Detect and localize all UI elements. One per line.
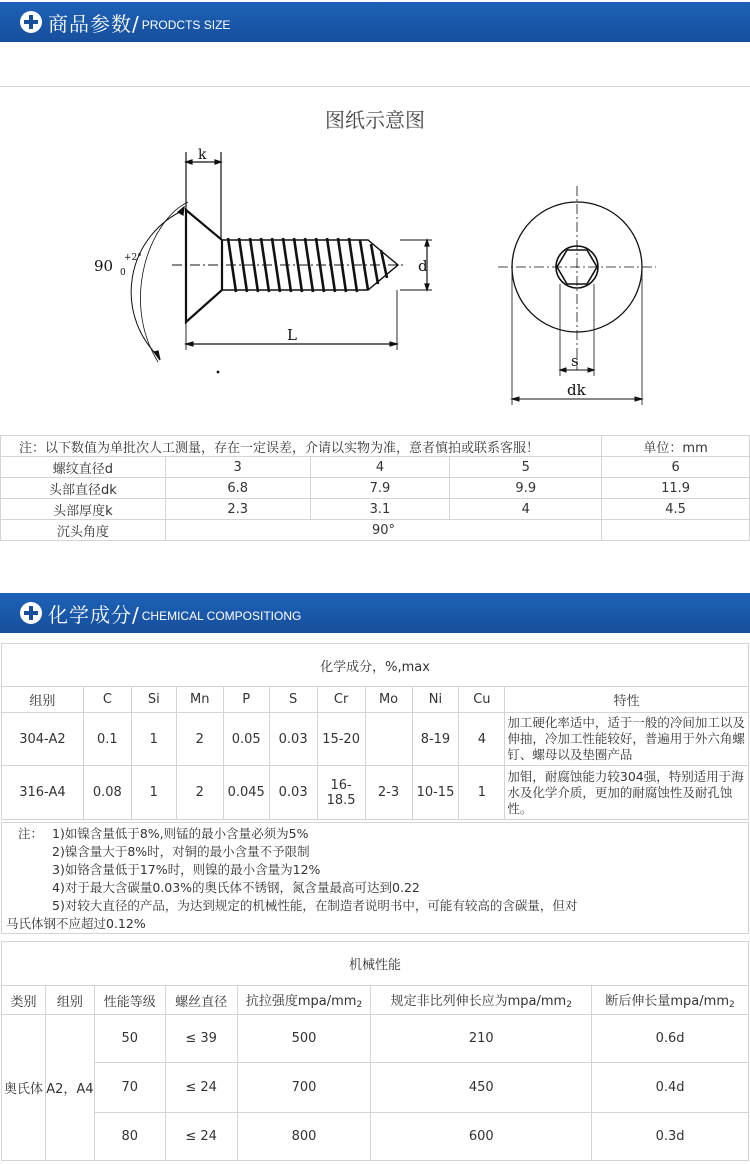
- col-header-yield: [371, 986, 592, 1015]
- cell: 500: [237, 1015, 371, 1063]
- table-row: [1, 478, 750, 499]
- row-label: 头部直径dk: [1, 478, 166, 499]
- section-title-en: CHEMICAL COMPOSITIONG: [141, 608, 302, 623]
- col-header: 断后伸长量mpa/mm: [605, 994, 729, 1009]
- size-table: [0, 435, 750, 541]
- cell: 210: [371, 1015, 592, 1063]
- cell: 7.9: [310, 478, 450, 499]
- col-header: Cr: [317, 687, 365, 713]
- col-header: 特性: [505, 687, 749, 713]
- note-last-line: 马氏体钢不应超过0.12%: [6, 916, 146, 931]
- cell: 3: [165, 457, 310, 478]
- col-header: Mn: [176, 687, 223, 713]
- note-line: [18, 825, 748, 843]
- notes-box: [1, 822, 749, 934]
- cell: 600: [371, 1113, 592, 1161]
- table-row: [1, 499, 750, 520]
- screw-top-view: [498, 186, 656, 405]
- screw-side-view: [131, 152, 432, 373]
- cell: 4.5: [602, 499, 750, 520]
- col-header: Mo: [365, 687, 412, 713]
- L-label: L: [287, 326, 297, 344]
- cell: 450: [371, 1063, 592, 1113]
- cell: ≤ 24: [165, 1113, 237, 1161]
- mech-title-row: [2, 942, 749, 986]
- k-label: k: [198, 147, 207, 163]
- cell: 0.03: [269, 713, 317, 766]
- cell: 1: [131, 713, 176, 766]
- note-item: 5)对较大直径的产品，为达到规定的机械性能，在制造者说明书中，可能有较高的含碳量，但对: [52, 898, 578, 913]
- cell: [365, 713, 412, 766]
- table-row: [1, 457, 750, 478]
- cell: 0.6d: [592, 1015, 749, 1063]
- cell: 0.4d: [592, 1063, 749, 1113]
- col-header: 抗拉强度mpa/mm: [245, 994, 357, 1009]
- table-row: [1, 520, 750, 541]
- cell: 15-20: [317, 713, 365, 766]
- cell: 2-3: [365, 766, 412, 820]
- property-desc: 加工硬化率适中，适于一般的冷间加工以及伸抽，冷加工性能较好，普遍用于外六角螺钉、螺母以及垫圈产品: [505, 713, 749, 766]
- note-item: 2)镍含量大于8%时，对铜的最小含量不予限制: [52, 844, 310, 859]
- chemical-table: [1, 643, 749, 820]
- note-line: [18, 897, 748, 915]
- cell: 2: [176, 713, 223, 766]
- size-note: 注：以下数值为单批次人工测量，存在一定误差，介请以实物为准，意者慎拍或联系客服！: [1, 436, 602, 457]
- cell: 2: [176, 766, 223, 820]
- chem-title-row: [2, 644, 749, 687]
- col-header: 类别: [2, 986, 46, 1015]
- col-header-sub: 2: [356, 1000, 363, 1010]
- category-cell: 奥氏体: [2, 1015, 46, 1161]
- col-header: Ni: [412, 687, 459, 713]
- mech-table-title: 机械性能: [2, 942, 749, 986]
- size-note-row: [1, 436, 750, 457]
- dk-label: dk: [567, 381, 586, 399]
- notes-label: 注：: [18, 826, 44, 841]
- cell: 16-18.5: [317, 766, 365, 820]
- note-item: 3)如铬含量低于17%时，则镍的最小含量为12%: [52, 862, 321, 877]
- s-label: s: [571, 352, 579, 370]
- note-item: 4)对于最大含碳量0.03%的奥氏体不锈钢，氮含量最高可达到0.22: [52, 880, 420, 895]
- col-header: 组别: [45, 986, 94, 1015]
- note-item: 1)如镍含量低于8%,则锰的最小含量必须为5%: [52, 826, 309, 841]
- note-line: [18, 879, 748, 897]
- cell: 5: [450, 457, 602, 478]
- chem-table-title: 化学成分，%,max: [2, 644, 749, 687]
- cell: 6: [602, 457, 750, 478]
- row-label: 头部厚度k: [1, 499, 166, 520]
- col-header: 规定非比列伸长应为mpa/mm: [390, 994, 567, 1009]
- col-header-tensile: [237, 986, 371, 1015]
- cell: 10-15: [412, 766, 459, 820]
- cell: 2.3: [165, 499, 310, 520]
- table-row: [2, 1015, 749, 1063]
- cell: 316-A4: [2, 766, 84, 820]
- table-row: [2, 766, 749, 820]
- note-line: [18, 843, 748, 861]
- mech-header-row: [2, 986, 749, 1015]
- cell: 80: [94, 1113, 165, 1161]
- divider: [0, 86, 750, 87]
- cell: 50: [94, 1015, 165, 1063]
- section-title-cn: 化学成分/: [48, 602, 140, 627]
- section-banner-chemical: [0, 593, 750, 633]
- cell: 0.3d: [592, 1113, 749, 1161]
- cell: ≤ 24: [165, 1063, 237, 1113]
- col-header: 组别: [2, 687, 84, 713]
- col-header-sub: 2: [728, 1000, 735, 1010]
- property-desc: 加钼，耐腐蚀能力较304强，特别适用于海水及化学介质，更加的耐腐蚀性及耐孔蚀性。: [505, 766, 749, 820]
- col-header: P: [223, 687, 269, 713]
- cell: 304-A2: [2, 713, 84, 766]
- cell: 6.8: [165, 478, 310, 499]
- cell: 0.1: [83, 713, 131, 766]
- table-row: [2, 1113, 749, 1161]
- col-header: C: [83, 687, 131, 713]
- col-header: Cu: [459, 687, 505, 713]
- section-title-en: PRODCTS SIZE: [141, 17, 231, 32]
- angle-sub-label: 0: [120, 268, 126, 278]
- chem-header-row: [2, 687, 749, 713]
- cell: 0.05: [223, 713, 269, 766]
- angle-sup-label: +2°: [124, 253, 142, 263]
- cell: 4: [310, 457, 450, 478]
- col-header: S: [269, 687, 317, 713]
- cell: 4: [450, 499, 602, 520]
- size-unit: 单位：mm: [602, 436, 750, 457]
- cell: 1: [459, 766, 505, 820]
- cell: 0.08: [83, 766, 131, 820]
- row-label: 沉头角度: [1, 520, 166, 541]
- cell-empty: [602, 520, 750, 541]
- cell: 8-19: [412, 713, 459, 766]
- cell: 0.045: [223, 766, 269, 820]
- plus-circle-icon: [20, 11, 42, 33]
- cell: 70: [94, 1063, 165, 1113]
- cell: 1: [131, 766, 176, 820]
- cell: 4: [459, 713, 505, 766]
- cell: 3.1: [310, 499, 450, 520]
- cell: 800: [237, 1113, 371, 1161]
- row-label: 螺纹直径d: [1, 457, 166, 478]
- col-header: 性能等级: [94, 986, 165, 1015]
- drawing-title: 图纸示意图: [325, 108, 425, 132]
- col-header: 螺丝直径: [165, 986, 237, 1015]
- screw-drawing: [0, 140, 750, 415]
- plus-circle-icon: [20, 602, 42, 624]
- angle-label: 90: [94, 257, 114, 275]
- section-banner-product-size: [0, 2, 750, 42]
- mechanical-table: [1, 941, 749, 1161]
- cell: 11.9: [602, 478, 750, 499]
- note-line: [18, 861, 748, 879]
- table-row: [2, 713, 749, 766]
- col-header-elongation: [592, 986, 749, 1015]
- cell: ≤ 39: [165, 1015, 237, 1063]
- table-row: [2, 1063, 749, 1113]
- cell: 90°: [165, 520, 601, 541]
- cell: 9.9: [450, 478, 602, 499]
- group-cell: A2，A4: [45, 1015, 94, 1161]
- col-header-sub: 2: [566, 1000, 572, 1010]
- col-header: Si: [131, 687, 176, 713]
- cell: 0.03: [269, 766, 317, 820]
- d-label: d: [418, 257, 428, 275]
- cell: 700: [237, 1063, 371, 1113]
- section-title-cn: 商品参数/: [48, 11, 140, 36]
